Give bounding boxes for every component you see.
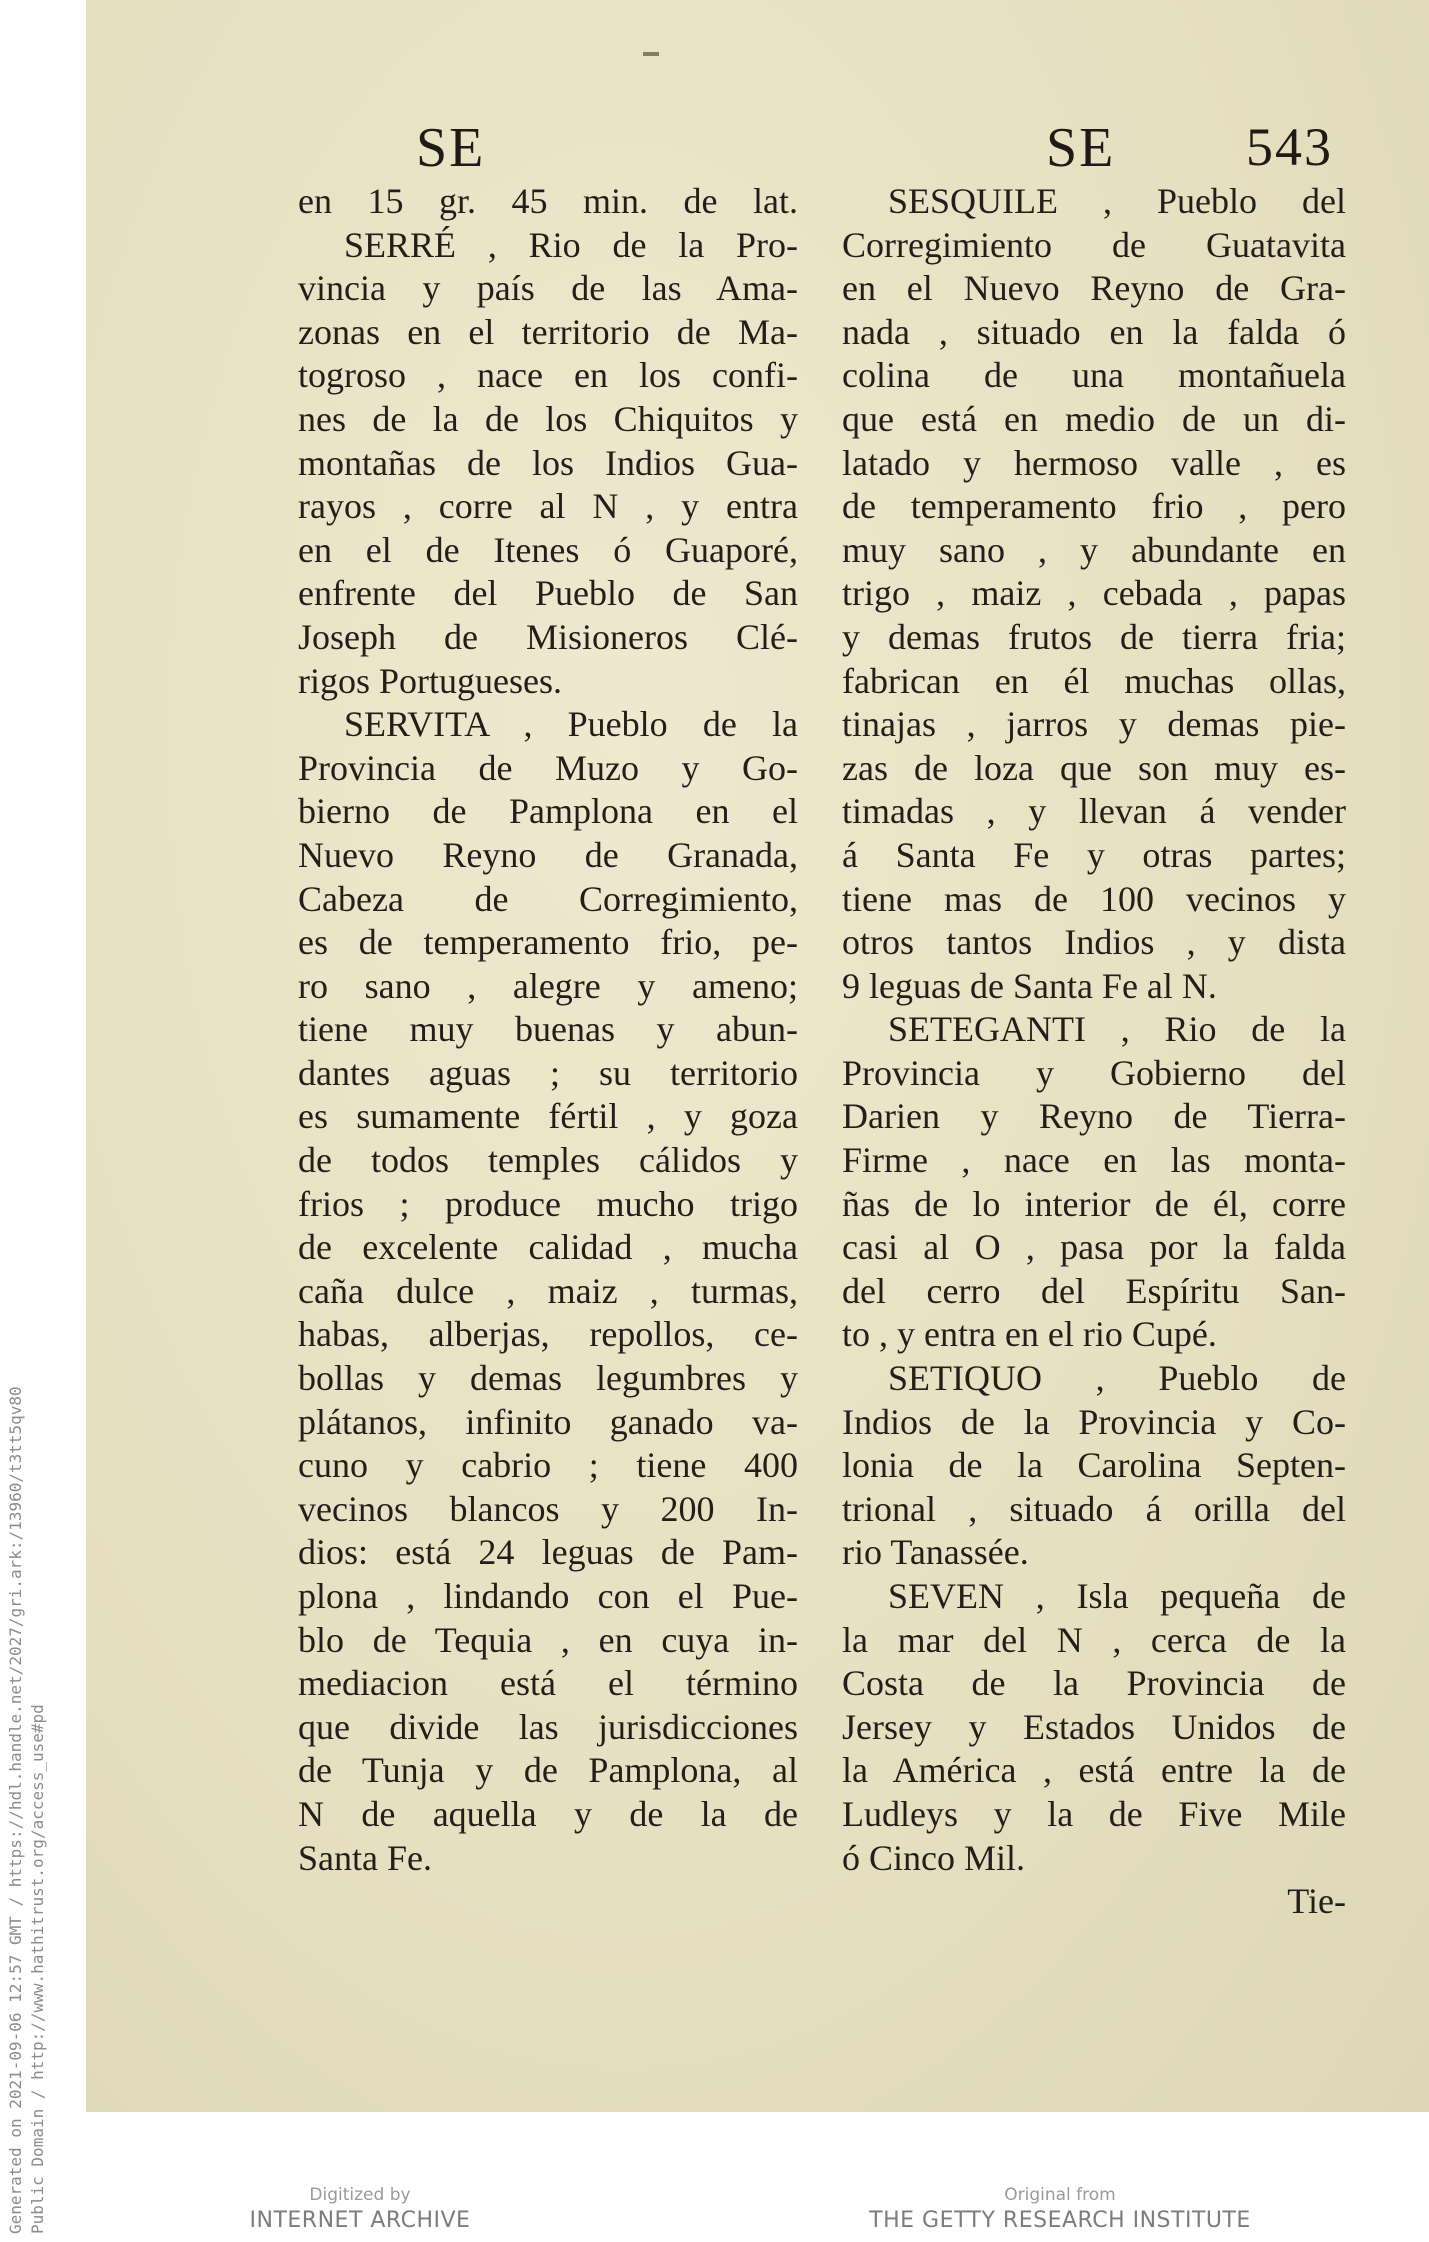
digitized-by-label: Digitized by <box>309 2185 411 2205</box>
text-line: cuno y cabrio ; tiene 400 <box>298 1445 798 1486</box>
watermark-line-generated: Generated on 2021-09-06 12:57 GMT / https://hdl.handle.net/2027/gri.ark:/13960/t3tt5qv80 <box>6 1386 25 2234</box>
text-line: fabrican en él muchas ollas, <box>842 660 1346 701</box>
digitized-by-credit <box>200 2184 520 2236</box>
text-line: plátanos, infinito ganado va- <box>298 1401 798 1442</box>
text-line: to , y entra en el rio Cupé. <box>842 1314 1217 1355</box>
text-line: montañas de los Indios Gua- <box>298 442 798 483</box>
text-line: tiene muy buenas y abun- <box>298 1009 798 1050</box>
internet-archive-label: INTERNET ARCHIVE <box>249 2208 471 2233</box>
page-mark <box>643 52 659 56</box>
text-line: trigo , maiz , cebada , papas <box>842 573 1346 614</box>
watermark-line-public-domain: Public Domain / http://www.hathitrust.org/access_use#pd <box>28 1704 47 2234</box>
text-line: Joseph de Misioneros Clé- <box>298 616 798 657</box>
text-line: ñas de lo interior de él, corre <box>842 1183 1346 1224</box>
text-line: que está en medio de un di- <box>842 398 1346 439</box>
left-running-head: SE <box>416 117 486 179</box>
text-line: vincia y país de las Ama- <box>298 268 798 309</box>
entry-heading-line: SERRÉ , Rio de la Pro- <box>344 224 798 265</box>
text-line: rigos Portugueses. <box>298 660 562 701</box>
text-line: rio Tanassée. <box>842 1532 1029 1573</box>
original-from-credit <box>860 2184 1260 2236</box>
text-line: bierno de Pamplona en el <box>298 791 798 832</box>
text-line: muy sano , y abundante en <box>842 529 1346 570</box>
text-line: Indios de la Provincia y Co- <box>842 1401 1346 1442</box>
right-running-head: SE <box>1046 117 1116 179</box>
text-line: tiene mas de 100 vecinos y <box>842 878 1346 919</box>
text-line: en el Nuevo Reyno de Gra- <box>842 268 1346 309</box>
text-line: Jersey y Estados Unidos de <box>842 1706 1346 1747</box>
text-line: frios ; produce mucho trigo <box>298 1183 798 1224</box>
text-line: rayos , corre al N , y entra <box>298 486 798 527</box>
text-line: Corregimiento de Guatavita <box>842 224 1346 265</box>
text-line: latado y hermoso valle , es <box>842 442 1346 483</box>
getty-institute-label: THE GETTY RESEARCH INSTITUTE <box>869 2208 1251 2233</box>
text-line: la América , está entre la de <box>842 1750 1346 1791</box>
text-line: del cerro del Espíritu San- <box>842 1270 1346 1311</box>
text-line: trional , situado á orilla del <box>842 1488 1346 1529</box>
text-line: Ludleys y la de Five Mile <box>842 1793 1346 1834</box>
text-line: en 15 gr. 45 min. de lat. <box>298 181 798 221</box>
text-line: de excelente calidad , mucha <box>298 1227 798 1268</box>
text-line: zonas en el territorio de Ma- <box>298 311 798 352</box>
original-from-label: Original from <box>1004 2185 1116 2205</box>
scanned-page <box>86 0 1429 2112</box>
text-line: zas de loza que son muy es- <box>842 747 1346 788</box>
text-line: ro sano , alegre y ameno; <box>298 965 798 1006</box>
entry-heading-line: SESQUILE , Pueblo del <box>888 181 1346 221</box>
text-line: la mar del N , cerca de la <box>842 1619 1346 1660</box>
text-line: Santa Fe. <box>298 1837 432 1878</box>
entry-heading-line: SERVITA , Pueblo de la <box>344 704 798 745</box>
text-line: timadas , y llevan á vender <box>842 791 1346 832</box>
text-line: mediacion está el término <box>298 1663 798 1704</box>
text-line: nada , situado en la falda ó <box>842 311 1346 352</box>
text-line: Nuevo Reyno de Granada, <box>298 834 798 875</box>
text-line: que divide las jurisdicciones <box>298 1706 798 1747</box>
text-line: Provincia y Gobierno del <box>842 1052 1346 1093</box>
text-line: vecinos blancos y 200 In- <box>298 1488 798 1529</box>
text-line: casi al O , pasa por la falda <box>842 1227 1346 1268</box>
text-line: colina de una montañuela <box>842 355 1346 396</box>
text-line: y demas frutos de tierra fria; <box>842 616 1346 657</box>
entry-heading-line: SETEGANTI , Rio de la <box>888 1009 1346 1050</box>
text-line: lonia de la Carolina Septen- <box>842 1445 1346 1486</box>
text-line: caña dulce , maiz , turmas, <box>298 1270 798 1311</box>
text-line: es de temperamento frio, pe- <box>298 922 798 963</box>
page-number: 543 <box>1246 117 1333 177</box>
text-line: dantes aguas ; su territorio <box>298 1052 798 1093</box>
text-line: Provincia de Muzo y Go- <box>298 747 798 788</box>
text-line: dios: está 24 leguas de Pam- <box>298 1532 798 1573</box>
text-line: Firme , nace en las monta- <box>842 1140 1346 1181</box>
text-line: Costa de la Provincia de <box>842 1663 1346 1704</box>
text-line: N de aquella y de la de <box>298 1793 798 1834</box>
text-line: ó Cinco Mil. <box>842 1837 1026 1878</box>
text-line: Cabeza de Corregimiento, <box>298 878 798 919</box>
text-line: enfrente del Pueblo de San <box>298 573 798 614</box>
text-line: 9 leguas de Santa Fe al N. <box>842 965 1217 1006</box>
left-column <box>298 180 798 1880</box>
text-line: tinajas , jarros y demas pie- <box>842 704 1346 745</box>
text-line: es sumamente fértil , y goza <box>298 1096 798 1137</box>
text-line: de todos temples cálidos y <box>298 1140 798 1181</box>
entry-heading-line: SEVEN , Isla pequeña de <box>888 1576 1346 1616</box>
text-line: togroso , nace en los confi- <box>298 355 798 396</box>
text-line: otros tantos Indios , y dista <box>842 922 1346 963</box>
text-line: nes de la de los Chiquitos y <box>298 398 798 439</box>
text-line: bollas y demas legumbres y <box>298 1358 798 1399</box>
text-line: de Tunja y de Pamplona, al <box>298 1750 798 1791</box>
text-line: habas, alberjas, repollos, ce- <box>298 1314 798 1355</box>
text-line: en el de Itenes ó Guaporé, <box>298 529 798 570</box>
text-line: de temperamento frio , pero <box>842 486 1346 527</box>
text-line: blo de Tequia , en cuya in- <box>298 1619 798 1660</box>
text-line: plona , lindando con el Pue- <box>298 1576 798 1616</box>
catchword: Tie- <box>1287 1881 1346 1922</box>
text-line: Darien y Reyno de Tierra- <box>842 1096 1346 1137</box>
entry-heading-line: SETIQUO , Pueblo de <box>888 1358 1346 1399</box>
right-column <box>842 180 1346 1924</box>
generation-watermark <box>6 1234 50 2234</box>
text-line: á Santa Fe y otras partes; <box>842 834 1346 875</box>
